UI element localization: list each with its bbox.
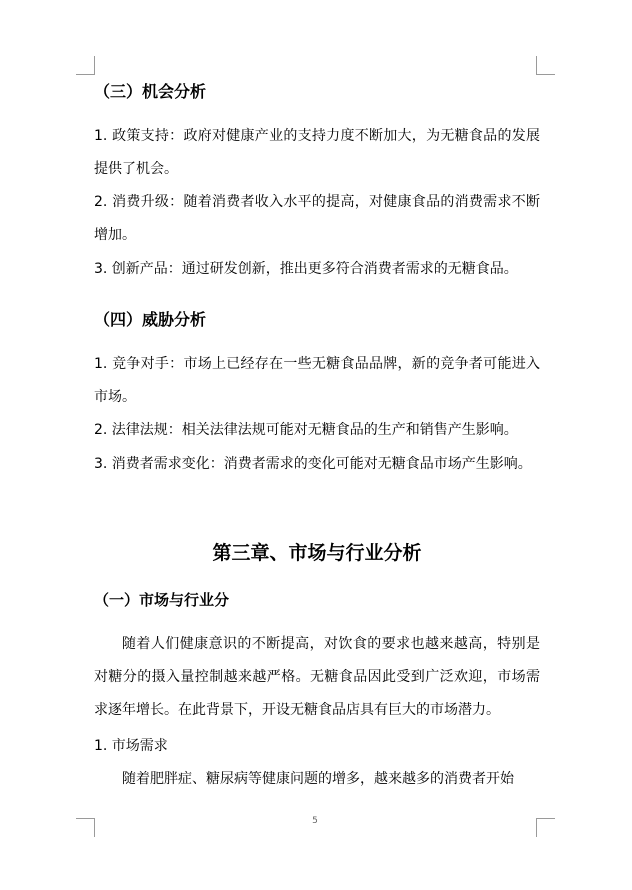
crop-mark-bottom-left [76, 818, 95, 837]
market-demand-heading: 1. 市场需求 [94, 738, 168, 754]
threat-item-3: 3. 消费者需求变化：消费者需求的变化可能对无糖食品市场产生影响。 [94, 456, 532, 472]
heading-threat: （四）威胁分析 [94, 310, 207, 329]
opportunity-item-1: 1. 政策支持：政府对健康产业的支持力度不断加大，为无糖食品的发展提供了机会。 [94, 128, 540, 177]
market-demand-paragraph: 随着肥胖症、糖尿病等健康问题的增多，越来越多的消费者开始 [122, 771, 514, 787]
heading-opportunity: （三）机会分析 [94, 82, 207, 101]
heading-market-industry: （一）市场与行业分 [94, 591, 230, 609]
crop-mark-top-right [536, 56, 555, 75]
page-number: 5 [312, 816, 318, 826]
threat-item-2: 2. 法律法规：相关法律法规可能对无糖食品的生产和销售产生影响。 [94, 422, 518, 438]
threat-item-1: 1. 竞争对手：市场上已经存在一些无糖食品品牌，新的竞争者可能进入市场。 [94, 356, 540, 405]
market-paragraph: 随着人们健康意识的不断提高，对饮食的要求也越来越高，特别是对糖分的摄入量控制越来越严格。无糖食品因此受到广泛欢迎，市场需求逐年增长。在此背景下，开设无糖食品店具有巨大的市场潜力。 [94, 636, 540, 718]
opportunity-item-2: 2. 消费升级：随着消费者收入水平的提高，对健康食品的消费需求不断增加。 [94, 194, 540, 243]
crop-mark-top-left [76, 56, 95, 75]
chapter-title: 第三章、市场与行业分析 [212, 542, 422, 564]
opportunity-item-3: 3. 创新产品：通过研发创新，推出更多符合消费者需求的无糖食品。 [94, 261, 518, 277]
crop-mark-bottom-right [536, 818, 555, 837]
